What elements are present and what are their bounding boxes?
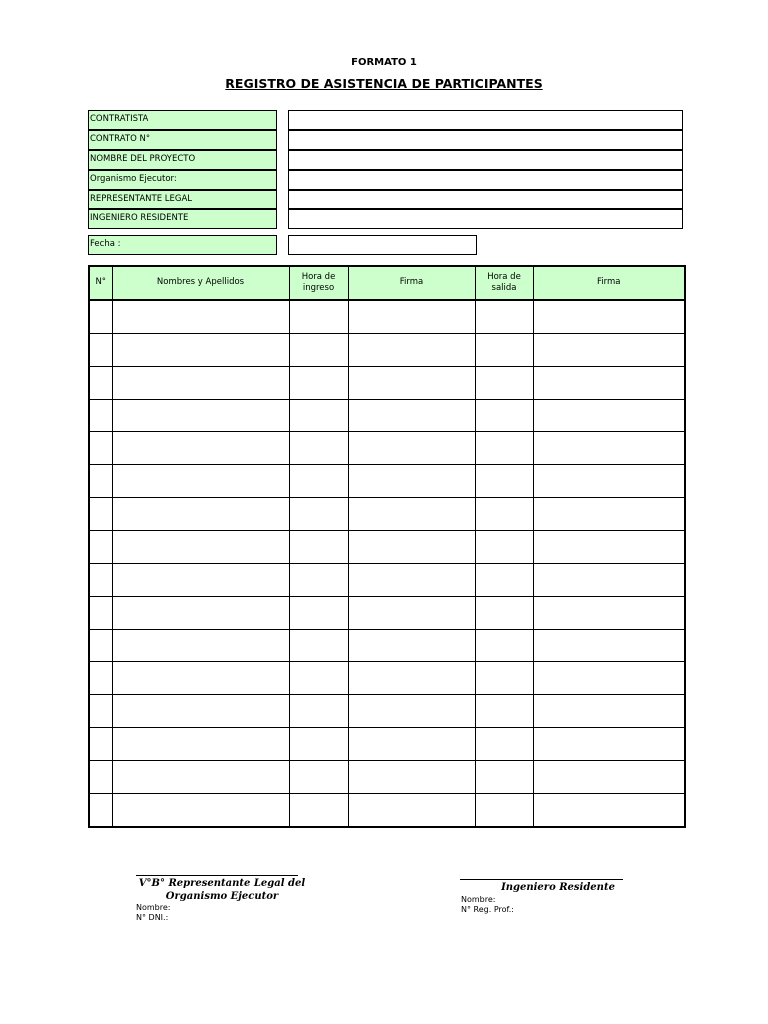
cell-exit-time[interactable] (475, 300, 533, 333)
cell-name[interactable] (112, 399, 289, 432)
table-row (89, 563, 685, 596)
cell-entry-time[interactable] (289, 695, 348, 728)
cell-name[interactable] (112, 596, 289, 629)
table-row (89, 596, 685, 629)
table-header-row (89, 266, 685, 300)
field-ingeniero-residente[interactable] (288, 209, 683, 229)
cell-exit-time[interactable] (475, 465, 533, 498)
cell-number[interactable] (89, 793, 112, 827)
signature-details-legal-rep (136, 903, 170, 923)
header-entry-time-line2: ingreso (302, 283, 335, 293)
cell-name[interactable] (112, 761, 289, 794)
cell-number[interactable] (89, 563, 112, 596)
cell-number[interactable] (89, 662, 112, 695)
cell-signature-out[interactable] (533, 432, 685, 465)
cell-exit-time[interactable] (475, 662, 533, 695)
document-title (0, 76, 768, 91)
table-row (89, 531, 685, 564)
cell-signature-out[interactable] (533, 465, 685, 498)
cell-signature-in[interactable] (348, 563, 475, 596)
header-signature-in: Firma (348, 266, 475, 300)
signature-title-legal-rep (120, 877, 324, 903)
cell-signature-in[interactable] (348, 761, 475, 794)
label-organismo-ejecutor: Organismo Ejecutor: (88, 170, 277, 190)
cell-number[interactable] (89, 300, 112, 333)
cell-name[interactable] (112, 793, 289, 827)
cell-name[interactable] (112, 300, 289, 333)
cell-signature-out[interactable] (533, 695, 685, 728)
signature-line-engineer (460, 879, 623, 880)
cell-exit-time[interactable] (475, 498, 533, 531)
cell-signature-in[interactable] (348, 531, 475, 564)
cell-number[interactable] (89, 531, 112, 564)
cell-signature-out[interactable] (533, 596, 685, 629)
table-row (89, 761, 685, 794)
label-fecha: Fecha : (88, 235, 277, 255)
cell-number[interactable] (89, 465, 112, 498)
cell-signature-in[interactable] (348, 662, 475, 695)
cell-number[interactable] (89, 432, 112, 465)
signature-details-engineer (461, 895, 514, 915)
cell-signature-in[interactable] (348, 366, 475, 399)
cell-entry-time[interactable] (289, 793, 348, 827)
table-row (89, 728, 685, 761)
header-exit-time-line1: Hora de (487, 271, 521, 282)
cell-number[interactable] (89, 366, 112, 399)
header-signature-out: Firma (533, 266, 685, 300)
attendance-table (88, 265, 686, 828)
cell-signature-out[interactable] (533, 761, 685, 794)
signature-title-legal-rep-line2: Organismo Ejecutor (165, 891, 279, 902)
cell-name[interactable] (112, 333, 289, 366)
cell-name[interactable] (112, 662, 289, 695)
table-row (89, 300, 685, 333)
cell-entry-time[interactable] (289, 333, 348, 366)
cell-name[interactable] (112, 629, 289, 662)
document-title-text: REGISTRO DE ASISTENCIA DE PARTICIPANTES (225, 76, 543, 91)
table-row (89, 399, 685, 432)
cell-exit-time[interactable] (475, 761, 533, 794)
cell-signature-in[interactable] (348, 498, 475, 531)
cell-signature-in[interactable] (348, 793, 475, 827)
cell-signature-out[interactable] (533, 563, 685, 596)
signature-title-legal-rep-line1: V°B° Representante Legal del (138, 878, 306, 889)
cell-entry-time[interactable] (289, 596, 348, 629)
cell-number[interactable] (89, 596, 112, 629)
cell-exit-time[interactable] (475, 366, 533, 399)
cell-number[interactable] (89, 399, 112, 432)
cell-signature-in[interactable] (348, 695, 475, 728)
cell-exit-time[interactable] (475, 793, 533, 827)
cell-entry-time[interactable] (289, 498, 348, 531)
header-exit-time (475, 266, 533, 300)
cell-signature-in[interactable] (348, 728, 475, 761)
cell-number[interactable] (89, 695, 112, 728)
cell-entry-time[interactable] (289, 629, 348, 662)
cell-number[interactable] (89, 728, 112, 761)
cell-exit-time[interactable] (475, 695, 533, 728)
cell-name[interactable] (112, 432, 289, 465)
header-number: N° (89, 266, 112, 300)
cell-signature-out[interactable] (533, 333, 685, 366)
cell-signature-in[interactable] (348, 333, 475, 366)
cell-number[interactable] (89, 629, 112, 662)
cell-signature-in[interactable] (348, 300, 475, 333)
label-contrato: CONTRATO N° (88, 130, 277, 150)
cell-entry-time[interactable] (289, 366, 348, 399)
cell-name[interactable] (112, 728, 289, 761)
engineer-reg-label: N° Reg. Prof.: (461, 905, 514, 914)
header-entry-time (289, 266, 348, 300)
cell-number[interactable] (89, 761, 112, 794)
cell-signature-out[interactable] (533, 300, 685, 333)
table-row (89, 695, 685, 728)
label-representante-legal: REPRESENTANTE LEGAL (88, 190, 277, 209)
cell-exit-time[interactable] (475, 596, 533, 629)
cell-signature-out[interactable] (533, 399, 685, 432)
cell-exit-time[interactable] (475, 531, 533, 564)
cell-entry-time[interactable] (289, 432, 348, 465)
cell-signature-out[interactable] (533, 629, 685, 662)
cell-signature-in[interactable] (348, 629, 475, 662)
header-exit-time-line2: salida (491, 283, 517, 293)
table-row (89, 333, 685, 366)
table-row (89, 629, 685, 662)
signature-title-engineer: Ingeniero Residente (501, 882, 615, 893)
field-contratista[interactable] (288, 110, 683, 130)
cell-exit-time[interactable] (475, 399, 533, 432)
table-row (89, 498, 685, 531)
cell-number[interactable] (89, 498, 112, 531)
cell-exit-time[interactable] (475, 629, 533, 662)
label-contratista: CONTRATISTA (88, 110, 277, 130)
cell-signature-in[interactable] (348, 596, 475, 629)
cell-entry-time[interactable] (289, 761, 348, 794)
legal-rep-dni-label: N° DNI.: (136, 913, 169, 922)
table-row (89, 366, 685, 399)
cell-entry-time[interactable] (289, 465, 348, 498)
table-row (89, 662, 685, 695)
cell-name[interactable] (112, 531, 289, 564)
cell-signature-in[interactable] (348, 465, 475, 498)
cell-entry-time[interactable] (289, 728, 348, 761)
cell-entry-time[interactable] (289, 531, 348, 564)
cell-name[interactable] (112, 498, 289, 531)
cell-signature-out[interactable] (533, 366, 685, 399)
cell-signature-out[interactable] (533, 531, 685, 564)
attendance-body (89, 300, 685, 827)
cell-signature-out[interactable] (533, 793, 685, 827)
cell-signature-out[interactable] (533, 498, 685, 531)
field-fecha[interactable] (288, 235, 477, 255)
field-contrato[interactable] (288, 130, 683, 150)
cell-exit-time[interactable] (475, 333, 533, 366)
label-nombre-proyecto: NOMBRE DEL PROYECTO (88, 150, 277, 170)
label-ingeniero-residente: INGENIERO RESIDENTE (88, 209, 277, 229)
field-nombre-proyecto[interactable] (288, 150, 683, 170)
cell-name[interactable] (112, 695, 289, 728)
header-names: Nombres y Apellidos (112, 266, 289, 300)
field-organismo-ejecutor[interactable] (288, 170, 683, 190)
cell-signature-in[interactable] (348, 432, 475, 465)
table-row (89, 793, 685, 827)
table-row (89, 432, 685, 465)
field-representante-legal[interactable] (288, 190, 683, 209)
cell-name[interactable] (112, 465, 289, 498)
engineer-name-label: Nombre: (461, 895, 496, 904)
cell-exit-time[interactable] (475, 563, 533, 596)
cell-entry-time[interactable] (289, 563, 348, 596)
legal-rep-name-label: Nombre: (136, 903, 171, 912)
header-entry-time-line1: Hora de (301, 271, 336, 282)
signature-line-legal-rep (136, 875, 298, 876)
cell-exit-time[interactable] (475, 432, 533, 465)
cell-signature-in[interactable] (348, 399, 475, 432)
cell-signature-out[interactable] (533, 728, 685, 761)
cell-entry-time[interactable] (289, 300, 348, 333)
cell-entry-time[interactable] (289, 399, 348, 432)
cell-number[interactable] (89, 333, 112, 366)
cell-name[interactable] (112, 366, 289, 399)
cell-exit-time[interactable] (475, 728, 533, 761)
cell-entry-time[interactable] (289, 662, 348, 695)
format-number: FORMATO 1 (351, 57, 417, 68)
table-row (89, 465, 685, 498)
cell-name[interactable] (112, 563, 289, 596)
cell-signature-out[interactable] (533, 662, 685, 695)
